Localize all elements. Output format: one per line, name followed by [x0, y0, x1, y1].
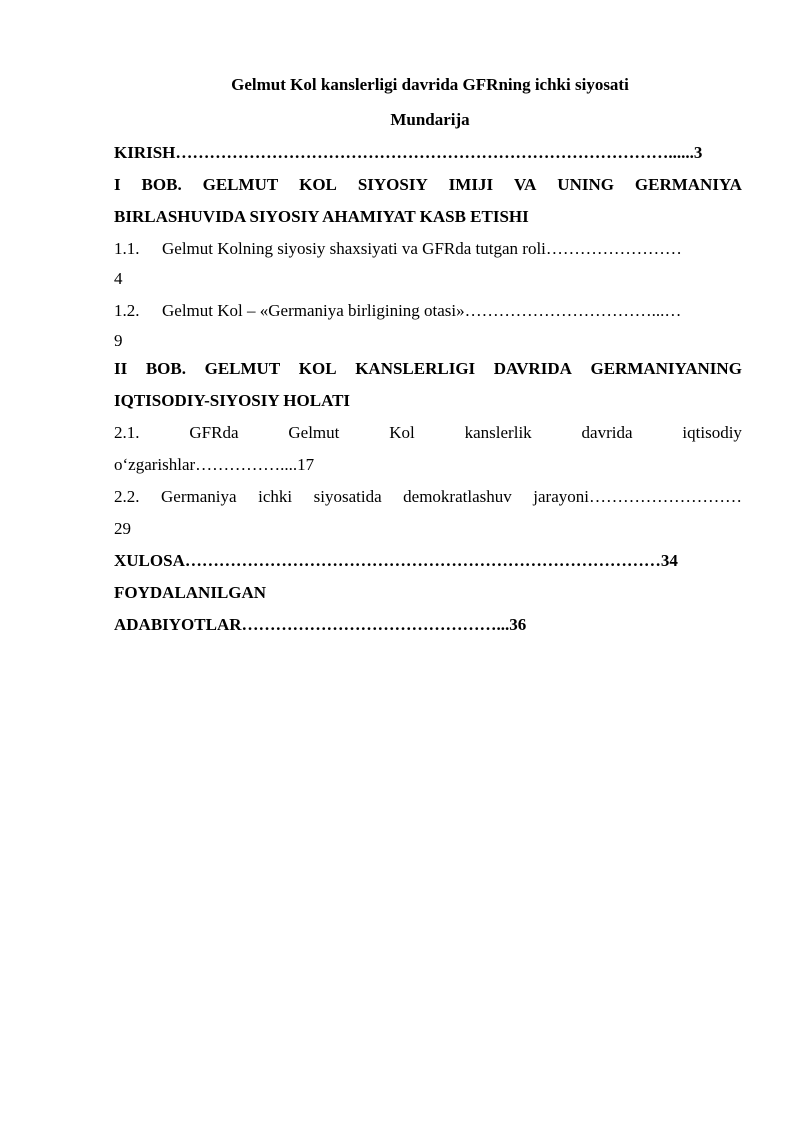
- toc-word: siyosatida: [313, 487, 382, 506]
- toc-word: GFRda: [189, 423, 239, 442]
- toc-word: Germaniya: [161, 487, 237, 506]
- toc-word: II: [114, 359, 128, 378]
- toc-word: UNING: [557, 175, 614, 194]
- toc-entry-kirish[interactable]: KIRISH……………………………………………………………………………......3: [114, 143, 703, 162]
- toc-word: 2.1.: [114, 423, 140, 442]
- section-title: Gelmut Kol – «Germaniya birligining otasi»……………………………...…: [162, 301, 682, 320]
- section-number: 1.1.: [114, 239, 140, 258]
- toc-word: iqtisodiy: [682, 423, 742, 442]
- section-number: 2.2.: [114, 487, 140, 506]
- toc-entry-foydalanilgan-line1[interactable]: FOYDALANILGAN: [114, 583, 267, 602]
- toc-heading: Mundarija: [390, 110, 470, 129]
- toc-word: I: [114, 175, 121, 194]
- toc-entry-2-2-page: 29: [114, 519, 131, 538]
- toc-entry-1-2-page: 9: [114, 331, 123, 350]
- toc-entry-1-1[interactable]: [114, 238, 742, 268]
- document-title: Gelmut Kol kanslerligi davrida GFRning ichki siyosati: [231, 75, 629, 94]
- toc-entry-2-1-line2[interactable]: o‘zgarishlar……………....17: [114, 455, 315, 474]
- toc-word: GELMUT: [204, 359, 281, 378]
- toc-word: kanslerlik: [464, 423, 532, 442]
- toc-word: SIYOSIY: [357, 175, 428, 194]
- toc-word: Kol: [389, 423, 415, 442]
- toc-word: ichki: [258, 487, 293, 506]
- toc-entry-bob2-line1[interactable]: [114, 358, 742, 390]
- toc-entry-2-2[interactable]: [114, 486, 742, 518]
- section-number: 1.2.: [114, 301, 140, 320]
- toc-word: demokratlashuv: [403, 487, 512, 506]
- toc-word: jarayoni………………………: [533, 487, 742, 506]
- toc-word: IMIJI: [448, 175, 494, 194]
- toc-entry-bob2-line2[interactable]: IQTISODIY-SIYOSIY HOLATI: [114, 391, 351, 410]
- toc-word: davrida: [581, 423, 633, 442]
- toc-word: Gelmut: [288, 423, 340, 442]
- toc-word: DAVRIDA: [493, 359, 572, 378]
- toc-word: VA: [514, 175, 537, 194]
- table-of-contents: [114, 142, 742, 646]
- toc-entry-foydalanilgan-line2[interactable]: ADABIYOTLAR………………………………………...36: [114, 615, 527, 634]
- toc-word: BOB.: [141, 175, 182, 194]
- toc-entry-2-1[interactable]: [114, 422, 742, 454]
- toc-word: BOB.: [145, 359, 186, 378]
- toc-word: KOL: [298, 359, 337, 378]
- toc-entry-xulosa[interactable]: XULOSA…………………………………………………………………………34: [114, 551, 678, 570]
- toc-word: GERMANIYA: [634, 175, 742, 194]
- toc-entry-bob1-line2[interactable]: BIRLASHUVIDA SIYOSIY AHAMIYAT KASB ETISHI: [114, 207, 529, 226]
- toc-entry-1-1-page: 4: [114, 269, 123, 288]
- toc-word: GERMANIYANING: [590, 359, 742, 378]
- section-title: Gelmut Kolning siyosiy shaxsiyati va GFRda tutgan roli……………………: [162, 239, 682, 258]
- toc-entry-1-2[interactable]: [114, 300, 742, 330]
- toc-word: KOL: [299, 175, 337, 194]
- toc-entry-bob1-line1[interactable]: [114, 174, 742, 206]
- toc-word: GELMUT: [202, 175, 279, 194]
- toc-word: KANSLERLIGI: [355, 359, 476, 378]
